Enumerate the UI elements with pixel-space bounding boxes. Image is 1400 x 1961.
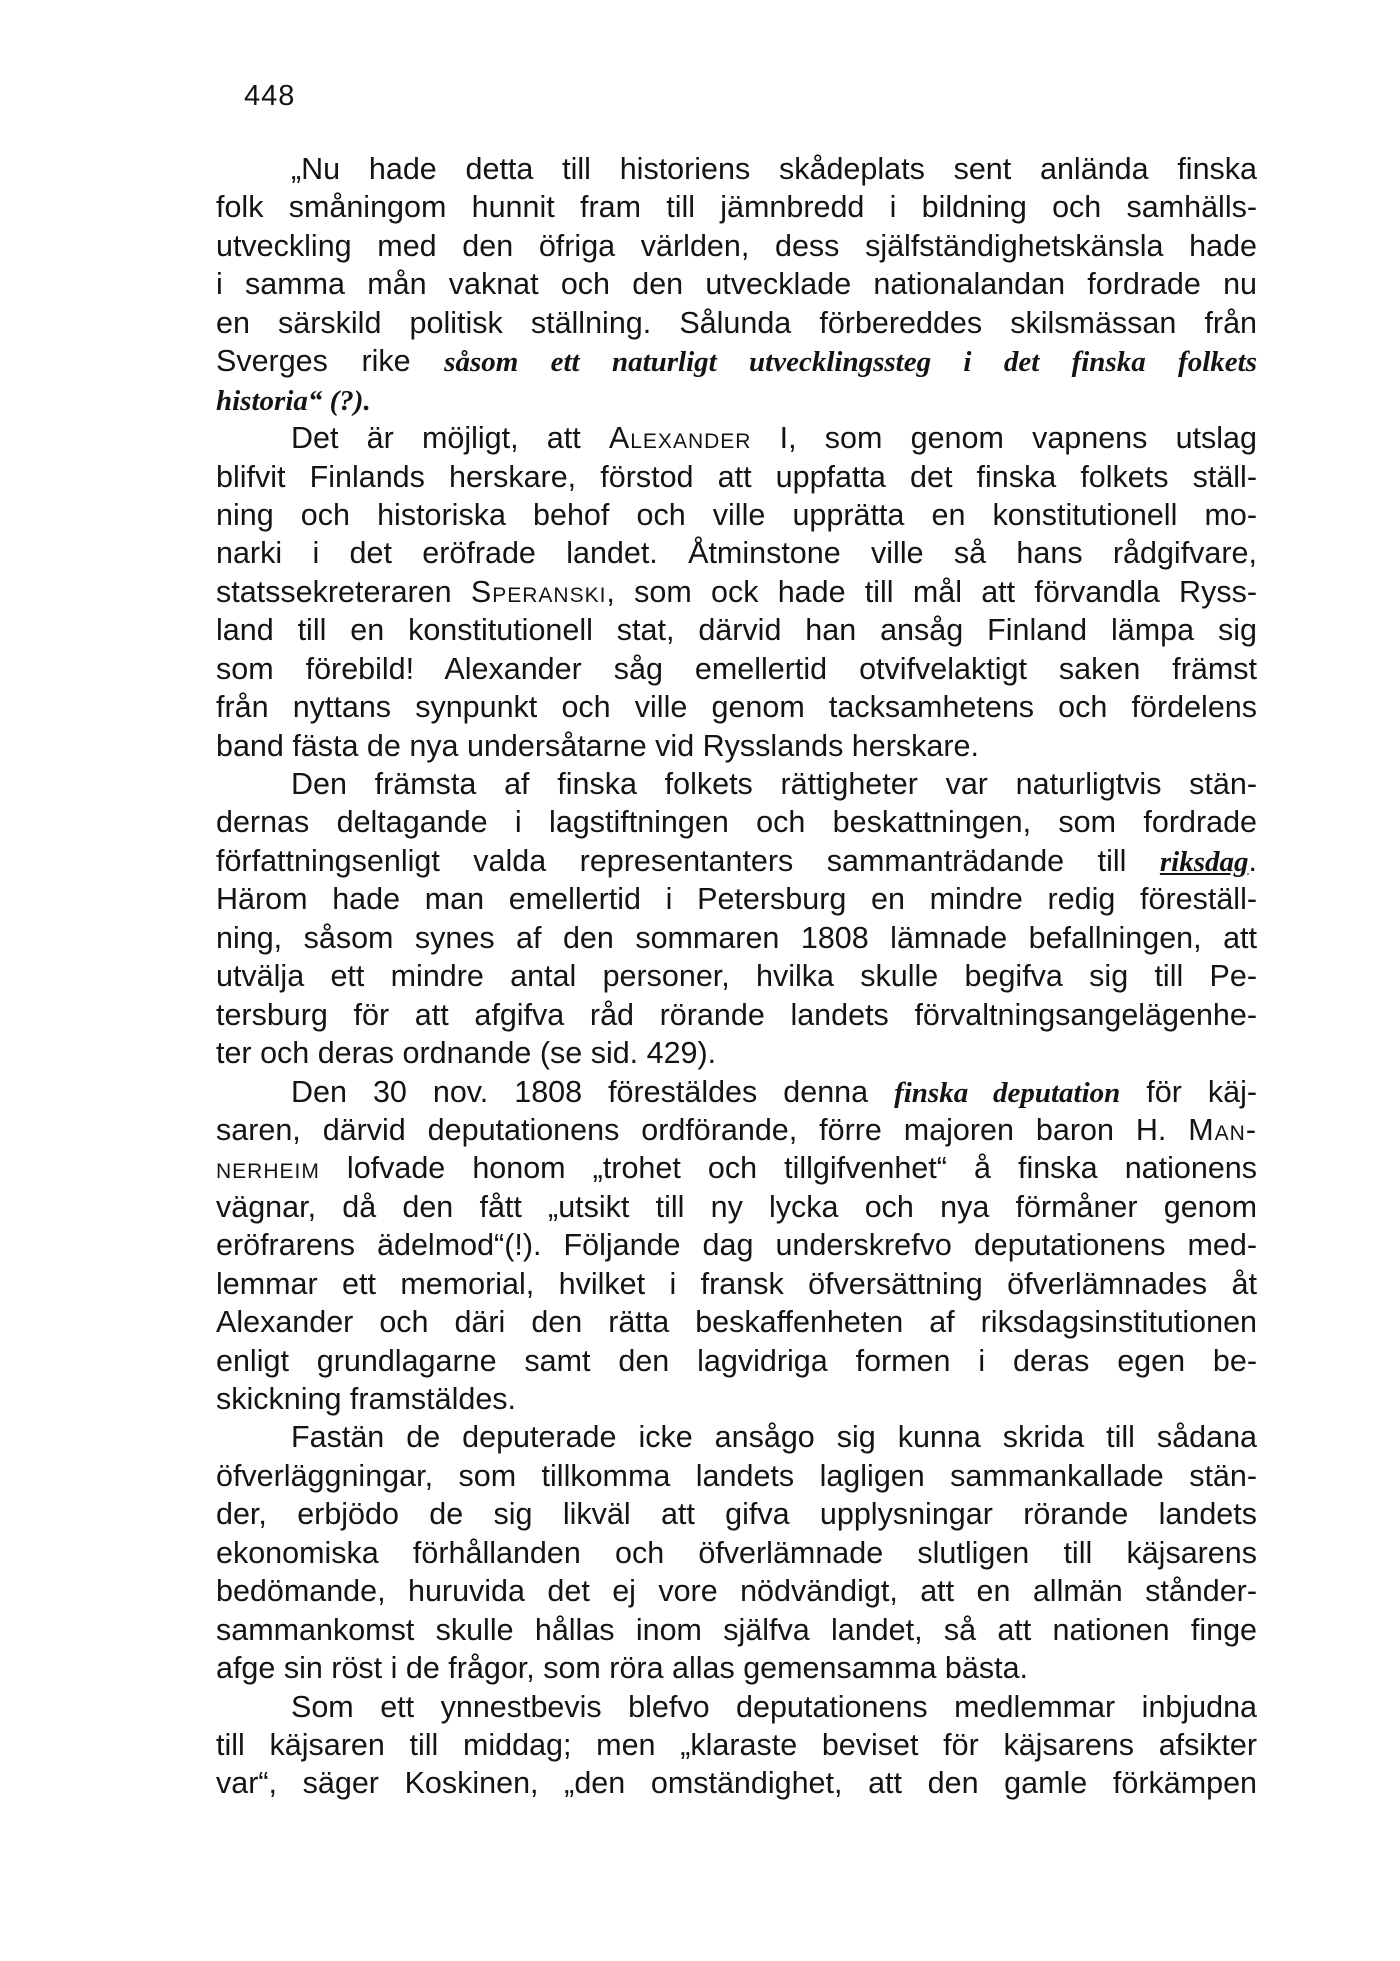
text-span: ning och historiska behof och ville upprätta en konstitutionell mo- <box>216 497 1257 532</box>
text-line <box>216 1342 1257 1380</box>
person-name: Alexander <box>608 421 752 456</box>
text-line <box>216 727 1257 765</box>
paragraph-5 <box>216 1418 1257 1687</box>
text-line <box>216 304 1257 342</box>
text-span: författningsenligt valda representanters sammanträdande till <box>216 843 1160 878</box>
paragraph-4 <box>216 1073 1257 1419</box>
text-line <box>216 1457 1257 1495</box>
italic-emphasis: såsom ett naturligt utvecklingssteg i det finska folkets <box>444 346 1257 379</box>
text-span: I, som genom vapnens utslag <box>751 421 1257 456</box>
paragraph-3 <box>216 765 1257 1073</box>
text-line <box>216 496 1257 534</box>
text-line <box>216 765 1257 803</box>
text-line <box>216 880 1257 918</box>
text-span: utveckling med den öfriga världen, dess själfständighetskänsla hade <box>216 228 1257 263</box>
text-line <box>216 188 1257 226</box>
text-line <box>216 1649 1257 1687</box>
text-span: . <box>1248 843 1257 878</box>
text-line <box>216 1188 1257 1226</box>
text-span: vägnar, då den fått „utsikt till ny lycka och nya förmåner genom <box>216 1189 1257 1224</box>
text-line <box>216 803 1257 841</box>
text-line <box>216 1572 1257 1610</box>
text-span: utvälja ett mindre antal personer, hvilka skulle begifva sig till Pe- <box>216 959 1257 994</box>
footnote-mark: “ (?). <box>307 384 371 417</box>
text-line <box>216 1688 1257 1726</box>
text-span: skickning framstäldes. <box>216 1382 517 1416</box>
text-span: till käjsaren till middag; men „klaraste beviset för käjsarens afsikter <box>216 1727 1257 1762</box>
text-line <box>216 342 1257 380</box>
text-span: enligt grundlagarne samt den lagvidriga formen i deras egen be- <box>216 1343 1257 1378</box>
text-line <box>216 1764 1257 1802</box>
text-span: folk småningom hunnit fram till jämnbredd i bildning och samhälls- <box>216 190 1257 225</box>
text-line <box>216 1303 1257 1341</box>
text-span: der, erbjödo de sig likväl att gifva upplysningar rörande landets <box>216 1497 1257 1532</box>
text-span: i samma mån vaknat och den utvecklade nationalandan fordrade nu <box>216 267 1257 302</box>
text-line <box>216 419 1257 457</box>
text-span: band fästa de nya undersåtarne vid Rysslands herskare. <box>216 728 979 763</box>
text-line <box>216 381 1257 419</box>
text-span: öfverläggningar, som tillkomma landets lagligen sammankallade stän- <box>216 1458 1257 1493</box>
text-span: narki i det eröfrade landet. Åtminstone ville så hans rådgifvare, <box>216 536 1257 571</box>
page-number: 448 <box>244 80 296 112</box>
text-line <box>216 227 1257 265</box>
text-span: land till en konstitutionell stat, därvid han ansåg Finland lämpa sig <box>216 613 1257 648</box>
text-span: Härom hade man emellertid i Petersburg en mindre redig föreställ- <box>216 882 1257 917</box>
text-line <box>216 1534 1257 1572</box>
text-line <box>216 842 1257 880</box>
text-line <box>216 919 1257 957</box>
text-span: eröfrarens ädelmod“(!). Följande dag underskrefvo deputationens med- <box>216 1228 1257 1263</box>
text-span: ter och deras ordnande (se sid. 429). <box>216 1036 717 1071</box>
person-name: Speranski <box>470 574 607 609</box>
text-span: afge sin röst i de frågor, som röra allas gemensamma bästa. <box>216 1651 1029 1686</box>
text-line <box>216 1034 1257 1072</box>
text-line <box>216 1495 1257 1533</box>
text-span: „Nu hade detta till historiens skådeplats sent anlända finska <box>291 152 1257 186</box>
text-line <box>216 996 1257 1034</box>
person-name: Man- <box>1188 1112 1257 1147</box>
text-span: Som ett ynnestbevis blefvo deputationens medlemmar inbjudna <box>291 1689 1257 1724</box>
text-span: Det är möjligt, att <box>291 421 609 456</box>
italic-emphasis: finska deputation <box>894 1076 1121 1109</box>
text-line <box>216 534 1257 572</box>
text-line <box>216 1073 1257 1111</box>
text-line <box>216 1111 1257 1149</box>
italic-emphasis: riksdag <box>1159 845 1249 878</box>
text-span: Den främsta af finska folkets rättigheter var naturligtvis stän- <box>291 767 1257 801</box>
text-span: Fastän de deputerade icke ansågo sig kunna skrida till sådana <box>291 1420 1257 1455</box>
text-line <box>216 150 1257 188</box>
text-span: ekonomiska förhållanden och öfverlämnade slutligen till käjsarens <box>216 1535 1257 1570</box>
text-span: ning, såsom synes af den sommaren 1808 lämnade befallningen, att <box>216 920 1257 955</box>
body-text <box>216 150 1257 1803</box>
text-line <box>216 611 1257 649</box>
paragraph-1 <box>216 150 1257 419</box>
paragraph-6 <box>216 1688 1257 1803</box>
text-span: blifvit Finlands herskare, förstod att uppfatta det finska folkets ställ- <box>216 459 1257 494</box>
text-span: lemmar ett memorial, hvilket i fransk öfversättning öfverlämnades åt <box>216 1266 1257 1301</box>
text-line <box>216 573 1257 611</box>
text-span: för käj- <box>1120 1074 1258 1109</box>
text-span: lofvade honom „trohet och tillgifvenhet“ å finska nationens <box>319 1151 1257 1186</box>
paragraph-2 <box>216 419 1257 765</box>
text-span: från nyttans synpunkt och ville genom tacksamhetens och fördelens <box>216 690 1257 725</box>
text-line <box>216 650 1257 688</box>
text-line <box>216 688 1257 726</box>
text-span: Sverges rike <box>216 344 445 379</box>
text-line <box>216 1226 1257 1264</box>
text-span: Den 30 nov. 1808 förestäldes denna <box>291 1074 895 1109</box>
text-line <box>216 265 1257 303</box>
text-span: Alexander och däri den rätta beskaffenheten af riksdagsinstitutionen <box>216 1305 1257 1340</box>
text-span: som förebild! Alexander såg emellertid otvifvelaktigt saken främst <box>216 651 1257 686</box>
text-span: , som ock hade till mål att förvandla Ryss- <box>606 574 1257 609</box>
text-span: saren, därvid deputationens ordförande, förre majoren baron H. <box>216 1112 1189 1147</box>
text-line <box>216 1611 1257 1649</box>
text-line <box>216 1149 1257 1187</box>
text-span: en särskild politisk ställning. Sålunda förbereddes skilsmässan från <box>216 305 1257 340</box>
text-line <box>216 458 1257 496</box>
text-span: dernas deltagande i lagstiftningen och beskattningen, som fordrade <box>216 805 1257 840</box>
italic-emphasis: historia <box>216 384 308 417</box>
text-line <box>216 1380 1257 1418</box>
text-span: bedömande, huruvida det ej vore nödvändigt, att en allmän stånder- <box>216 1574 1257 1609</box>
person-name: nerheim <box>216 1151 320 1186</box>
text-span: tersburg för att afgifva råd rörande landets förvaltningsangelägenhe- <box>216 997 1257 1032</box>
text-span: statssekreteraren <box>216 574 471 609</box>
text-line <box>216 1726 1257 1764</box>
text-span: var“, säger Koskinen, „den omständighet, att den gamle förkämpen <box>216 1766 1257 1801</box>
text-line <box>216 1418 1257 1456</box>
text-line <box>216 1265 1257 1303</box>
text-span: sammankomst skulle hållas inom själfva landet, så att nationen finge <box>216 1612 1257 1647</box>
text-line <box>216 957 1257 995</box>
